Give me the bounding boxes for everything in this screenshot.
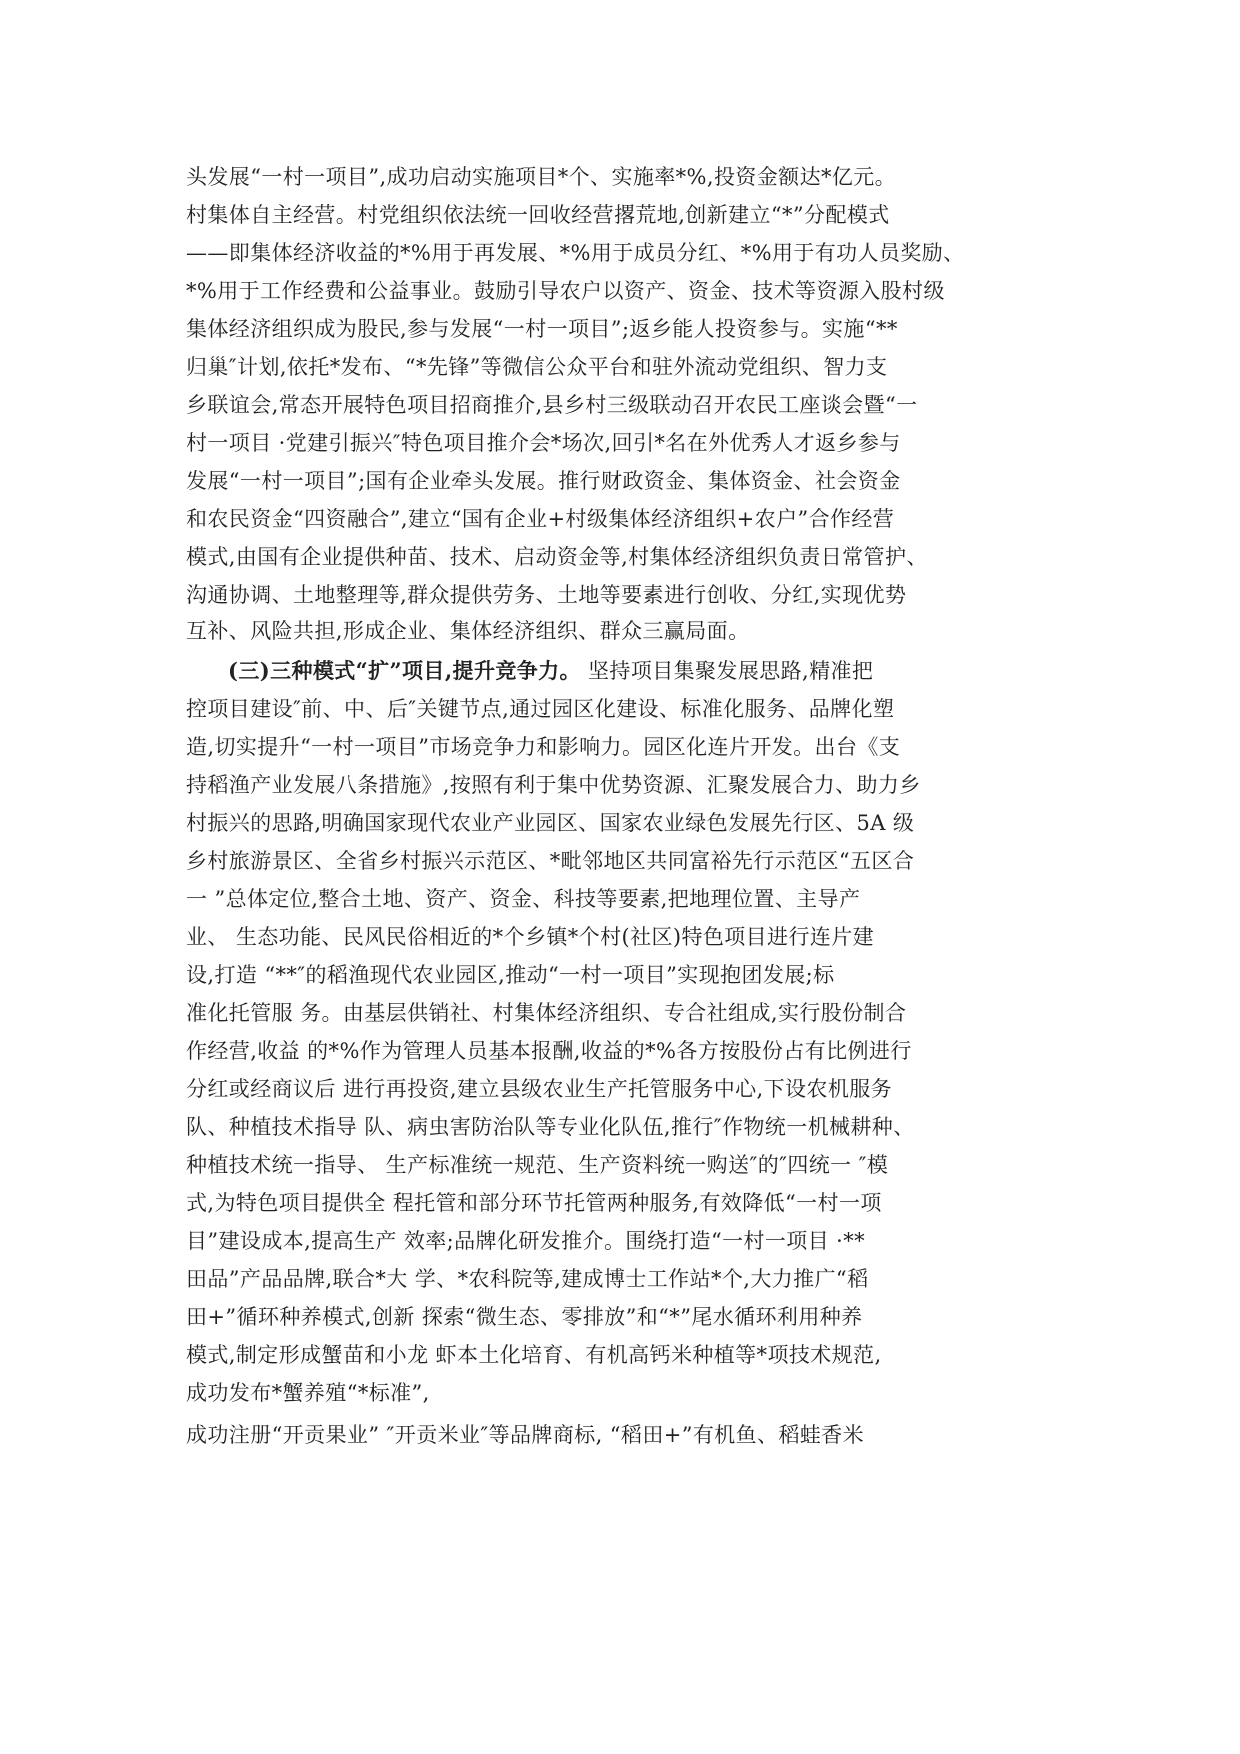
section-first-line: [186, 652, 1066, 690]
text-line: 成功注册“开贡果业” ″开贡米业″等品牌商标, “稻田+”有机鱼、稻蛙香米: [186, 1423, 865, 1447]
text-line: 控项目建设″前、中、后″关键节点,通过园区化建设、标准化服务、品牌化塑: [186, 697, 895, 721]
text-line: ——即集体经济收益的*%用于再发展、*%用于成员分红、*%用于有功人员奖励、: [186, 241, 965, 265]
text-line: 发展“一村一项目”;国有企业牵头发展。推行财政资金、集体资金、社会资金: [186, 469, 901, 493]
paragraph-continuation: [186, 612, 1066, 650]
text-run: 坚持项目集聚发展思路,精准把: [580, 659, 874, 683]
text-line: 一 ”总体定位,整合土地、资产、资金、科技等要素,把地理位置、主导产: [186, 887, 861, 911]
text-line: 和农民资金“四资融合”,建立“国有企业+村级集体经济组织+农户”合作经营: [186, 507, 895, 531]
text-line: 村集体自主经营。村党组织依法统一回收经营撂荒地,创新建立“*”分配模式: [186, 203, 890, 227]
text-line: 业、 生态功能、民风民俗相近的*个乡镇*个村(社区)特色项目进行连片建: [186, 925, 875, 949]
text-line: 乡村旅游景区、全省乡村振兴示范区、*毗邻地区共同富裕先行示范区“五区合: [186, 849, 915, 873]
section-three: [186, 652, 1066, 1412]
text-line: 式,为特色项目提供全 程托管和部分环节托管两种服务,有效降低“一村一项: [186, 1191, 882, 1215]
section-heading: (三)三种模式“扩”项目,提升竞争力。: [228, 658, 581, 683]
text-line: *%用于工作经费和公益事业。鼓励引导农户以资产、资金、技术等资源入股村级: [186, 279, 945, 303]
paragraph-brand-registration: [186, 1416, 1066, 1454]
text-line: 造,切实提升“一村一项目”市场竞争力和影响力。园区化连片开发。出台《支: [186, 735, 901, 759]
text-line: 种植技术统一指导、 生产标准统一规范、生产资料统一购送″的″四统一 ″模: [186, 1153, 889, 1177]
text-line: 头发展“一村一项目”,成功启动实施项目*个、实施率*%,投资金额达*亿元。: [186, 165, 897, 189]
text-line: 持稻渔产业发展八条措施》,按照有利于集中优势资源、汇聚发展合力、助力乡: [186, 773, 921, 797]
text-line: 成功发布*蟹养殖“*标准”,: [186, 1381, 430, 1405]
text-line: 集体经济组织成为股民,参与发展“一村一项目”;返乡能人投资参与。实施“**: [186, 317, 898, 341]
text-line: 沟通协调、土地整理等,群众提供劳务、土地等要素进行创收、分红,实现优势: [186, 583, 907, 607]
text-line: 模式,制定形成蟹苗和小龙 虾本土化培育、有机高钙米种植等*项技术规范,: [186, 1343, 882, 1367]
text-line: 村振兴的思路,明确国家现代农业产业园区、国家农业绿色发展先行区、5A 级: [186, 811, 915, 835]
text-line: 村一项目 ·党建引振兴″特色项目推介会*场次,回引*名在外优秀人才返乡参与: [186, 431, 901, 455]
text-line: 互补、风险共担,形成企业、集体经济组织、群众三赢局面。: [186, 619, 750, 643]
text-line: 分红或经商议后 进行再投资,建立县级农业生产托管服务中心,下设农机服务: [186, 1077, 893, 1101]
text-line: 目”建设成本,提高生产 效率;品牌化研发推介。围绕打造“一村一项目 ·**: [186, 1229, 866, 1253]
text-line: 模式,由国有企业提供种苗、技术、启动资金等,村集体经济组织负责日常管护、: [186, 545, 928, 569]
text-line: 设,打造 “**″的稻渔现代农业园区,推动“一村一项目”实现抱团发展;标: [186, 963, 835, 987]
text-line: 作经营,收益 的*%作为管理人员基本报酬,收益的*%各方按股份占有比例进行: [186, 1039, 912, 1063]
text-line: 归巢″计划,依托*发布、“*先锋”等微信公众平台和驻外流动党组织、智力支: [186, 355, 888, 379]
text-line: 队、种植技术指导 队、病虫害防治队等专业化队伍,推行″作物统一机械耕种、: [186, 1115, 915, 1139]
text-line: 准化托管服 务。由基层供销社、村集体经济组织、专合社组成,实行股份制合: [186, 1001, 907, 1025]
text-line: 乡联谊会,常态开展特色项目招商推介,县乡村三级联动召开农民工座谈会暨“一: [186, 393, 918, 417]
paragraph-village-collective: [186, 158, 1066, 614]
text-line: 田品”产品品牌,联合*大 学、*农科院等,建成博士工作站*个,大力推广“稻: [186, 1267, 869, 1291]
text-line: 田+”循环种养模式,创新 探索“微生态、零排放”和“*”尾水循环利用种养: [186, 1305, 863, 1329]
